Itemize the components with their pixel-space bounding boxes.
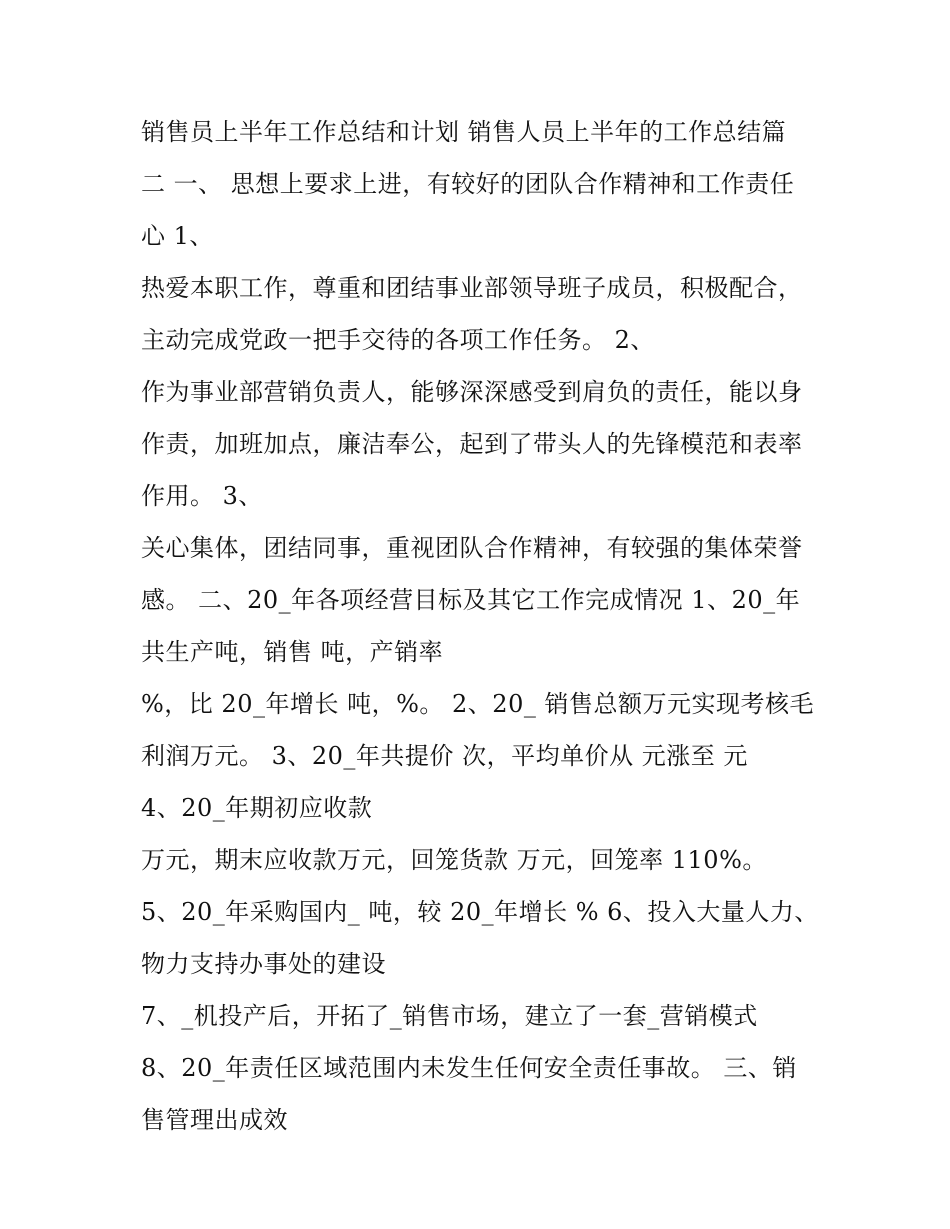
- text-line: 共生产吨，销售 吨，产销率: [141, 638, 444, 666]
- text-line: 二 一、 思想上要求上进，有较好的团队合作精神和工作责任: [141, 170, 795, 198]
- text-line: 感。 二、20_年各项经营目标及其它工作完成情况 1、20_年: [141, 586, 801, 614]
- text-line: 万元，期末应收款万元，回笼货款 万元，回笼率 110%。: [141, 846, 767, 874]
- text-line: 8、20_年责任区域范围内未发生任何安全责任事故。 三、销: [141, 1054, 797, 1082]
- text-line: 售管理出成效: [141, 1106, 288, 1134]
- document-body: [141, 106, 821, 1146]
- text-line: 热爱本职工作，尊重和团结事业部领导班子成员，积极配合，: [141, 274, 803, 302]
- text-line: 作用。 3、: [141, 482, 263, 510]
- text-line: 作为事业部营销负责人，能够深深感受到肩负的责任，能以身: [141, 378, 803, 406]
- text-line: 7、_机投产后，开拓了_销售市场，建立了一套_营销模式: [141, 1002, 758, 1030]
- text-line: 作责，加班加点，廉洁奉公，起到了带头人的先锋模范和表率: [141, 430, 803, 458]
- text-line: 4、20_年期初应收款: [141, 794, 373, 822]
- text-line: 主动完成党政一把手交待的各项工作任务。 2、: [141, 326, 655, 354]
- text-line: 物力支持办事处的建设: [141, 950, 386, 978]
- text-line: %，比 20_年增长 吨，%。 2、20_ 销售总额万元实现考核毛: [141, 690, 814, 718]
- text-line: 利润万元。 3、20_年共提价 次，平均单价从 元涨至 元: [141, 742, 748, 770]
- text-line: 5、20_年采购国内_ 吨，较 20_年增长 % 6、投入大量人力、: [141, 898, 819, 926]
- text-line: 心 1、: [141, 222, 214, 250]
- document-title-line: 销售员上半年工作总结和计划 销售人员上半年的工作总结篇: [141, 118, 787, 146]
- text-line: 关心集体，团结同事，重视团队合作精神，有较强的集体荣誉: [141, 534, 803, 562]
